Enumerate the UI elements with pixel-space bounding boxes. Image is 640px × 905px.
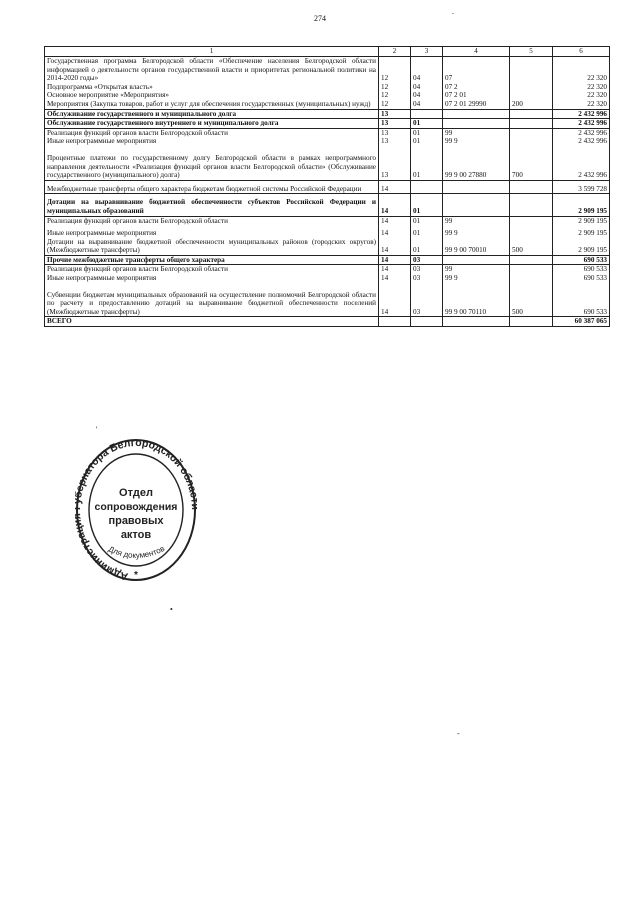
- table-row: [45, 317, 610, 327]
- row-expense-type-cell: 500: [510, 283, 553, 317]
- table-row: [45, 216, 610, 225]
- row-target-article-cell: [443, 255, 510, 265]
- table-row: [45, 91, 610, 100]
- row-target-article-cell: 99: [443, 265, 510, 274]
- row-subsection-cell: [411, 317, 443, 327]
- row-expense-type-cell: [510, 194, 553, 216]
- row-amount-cell: 690 533: [553, 283, 610, 317]
- row-section-cell: 13: [379, 128, 411, 137]
- row-target-article-cell: 07: [443, 57, 510, 83]
- row-subsection-cell: 01: [411, 128, 443, 137]
- row-amount-cell: 22 320: [553, 83, 610, 92]
- row-amount-cell: 2 432 996: [553, 119, 610, 129]
- row-name-cell: Реализация функций органов власти Белгородской области: [45, 128, 379, 137]
- row-expense-type-cell: [510, 265, 553, 274]
- page-number: 274: [314, 14, 326, 23]
- row-name-cell: Иные непрограммные мероприятия: [45, 274, 379, 283]
- table-row: [45, 119, 610, 129]
- row-subsection-cell: 01: [411, 119, 443, 129]
- row-name-cell: Прочие межбюджетные трансферты общего характера: [45, 255, 379, 265]
- row-target-article-cell: 99 9 00 70110: [443, 283, 510, 317]
- row-name-cell: Реализация функций органов власти Белгородской области: [45, 216, 379, 225]
- column-header: 4: [443, 47, 510, 57]
- mark-dot: •: [170, 605, 173, 614]
- mark-dot: ': [96, 425, 98, 434]
- row-subsection-cell: [411, 109, 443, 119]
- table-row: [45, 137, 610, 146]
- column-header: 5: [510, 47, 553, 57]
- row-expense-type-cell: [510, 180, 553, 194]
- table-row: [45, 128, 610, 137]
- row-target-article-cell: [443, 194, 510, 216]
- table-row: [45, 100, 610, 109]
- row-expense-type-cell: 200: [510, 100, 553, 109]
- row-subsection-cell: 03: [411, 274, 443, 283]
- row-expense-type-cell: 500: [510, 238, 553, 256]
- row-amount-cell: 60 387 065: [553, 317, 610, 327]
- row-expense-type-cell: [510, 83, 553, 92]
- row-section-cell: 13: [379, 109, 411, 119]
- row-name-cell: Субвенции бюджетам муниципальных образований на осуществление полномочий Белгородской области по расчету и предоставлению дотаций на выравнивание бюджетной обеспеченности поселений (Межбюджетные трансферты): [45, 283, 379, 317]
- row-amount-cell: 2 432 996: [553, 137, 610, 146]
- row-subsection-cell: 04: [411, 100, 443, 109]
- row-section-cell: 14: [379, 194, 411, 216]
- row-amount-cell: 22 320: [553, 100, 610, 109]
- row-subsection-cell: 03: [411, 265, 443, 274]
- row-subsection-cell: 04: [411, 83, 443, 92]
- row-section-cell: 12: [379, 57, 411, 83]
- stamp-ring-text: Администра рнатора Белгородской обл: [75, 436, 197, 583]
- row-section-cell: 14: [379, 265, 411, 274]
- row-subsection-cell: 01: [411, 194, 443, 216]
- row-name-cell: Дотации на выравнивание бюджетной обеспеченности субъектов Российской Федерации и муниципальных образований: [45, 194, 379, 216]
- row-expense-type-cell: [510, 317, 553, 327]
- row-subsection-cell: 01: [411, 216, 443, 225]
- row-amount-cell: 2 432 996: [553, 128, 610, 137]
- row-expense-type-cell: [510, 216, 553, 225]
- row-subsection-cell: 01: [411, 137, 443, 146]
- row-expense-type-cell: [510, 225, 553, 238]
- row-section-cell: 14: [379, 225, 411, 238]
- row-target-article-cell: 07 2 01: [443, 91, 510, 100]
- row-expense-type-cell: [510, 128, 553, 137]
- row-amount-cell: 690 533: [553, 255, 610, 265]
- stamp-center-line: правовых: [108, 515, 164, 527]
- row-section-cell: 12: [379, 100, 411, 109]
- row-amount-cell: 22 320: [553, 91, 610, 100]
- row-subsection-cell: 01: [411, 146, 443, 180]
- row-section-cell: 14: [379, 255, 411, 265]
- row-section-cell: 14: [379, 274, 411, 283]
- row-subsection-cell: 01: [411, 225, 443, 238]
- table-row: [45, 225, 610, 238]
- row-amount-cell: 22 320: [553, 57, 610, 83]
- row-expense-type-cell: [510, 109, 553, 119]
- row-target-article-cell: 99: [443, 128, 510, 137]
- table-row: [45, 274, 610, 283]
- table-row: [45, 255, 610, 265]
- row-name-cell: Иные непрограммные мероприятия: [45, 137, 379, 146]
- row-target-article-cell: [443, 119, 510, 129]
- row-expense-type-cell: [510, 255, 553, 265]
- row-section-cell: 14: [379, 216, 411, 225]
- row-amount-cell: 690 533: [553, 274, 610, 283]
- row-target-article-cell: 07 2 01 29990: [443, 100, 510, 109]
- table-row: [45, 109, 610, 119]
- row-name-cell: Государственная программа Белгородской области «Обеспечение населения Белгородской области информацией о деятельности органов государственной власти и приоритетах региональной политики на 2014-2020 годы»: [45, 57, 379, 83]
- row-expense-type-cell: [510, 57, 553, 83]
- row-expense-type-cell: 700: [510, 146, 553, 180]
- row-amount-cell: 3 599 728: [553, 180, 610, 194]
- stamp-center-line: актов: [120, 529, 152, 541]
- row-section-cell: 14: [379, 283, 411, 317]
- table-row: [45, 194, 610, 216]
- stamp-bottom-text: Для документов: [106, 543, 167, 561]
- row-expense-type-cell: [510, 119, 553, 129]
- row-expense-type-cell: [510, 137, 553, 146]
- svg-text:Для документов: [107, 544, 166, 560]
- office-stamp: [75, 436, 197, 586]
- row-amount-cell: 2 432 996: [553, 109, 610, 119]
- row-amount-cell: 2 909 195: [553, 216, 610, 225]
- table-row: [45, 83, 610, 92]
- stamp-center-line: Отдел: [119, 487, 153, 499]
- table-header-row: [45, 47, 610, 57]
- table-row: [45, 265, 610, 274]
- row-section-cell: 12: [379, 91, 411, 100]
- row-target-article-cell: 99: [443, 216, 510, 225]
- row-target-article-cell: 99 9 00 27880: [443, 146, 510, 180]
- table-row: [45, 283, 610, 317]
- row-target-article-cell: 99 9 00 70010: [443, 238, 510, 256]
- row-target-article-cell: 99 9: [443, 137, 510, 146]
- row-subsection-cell: 01: [411, 238, 443, 256]
- row-section-cell: 14: [379, 180, 411, 194]
- row-section-cell: 14: [379, 238, 411, 256]
- row-expense-type-cell: [510, 274, 553, 283]
- row-name-cell: Подпрограмма «Открытая власть»: [45, 83, 379, 92]
- row-name-cell: Реализация функций органов власти Белгородской области: [45, 265, 379, 274]
- budget-table: [44, 46, 610, 327]
- row-name-cell: ВСЕГО: [45, 317, 379, 327]
- row-target-article-cell: [443, 109, 510, 119]
- table-row: [45, 57, 610, 83]
- row-subsection-cell: 04: [411, 91, 443, 100]
- row-amount-cell: 2 909 195: [553, 225, 610, 238]
- stamp-seal: [75, 436, 197, 586]
- row-section-cell: 13: [379, 119, 411, 129]
- row-subsection-cell: [411, 180, 443, 194]
- row-subsection-cell: 04: [411, 57, 443, 83]
- stamp-star: *: [134, 570, 138, 581]
- row-target-article-cell: [443, 317, 510, 327]
- row-expense-type-cell: [510, 91, 553, 100]
- row-subsection-cell: 03: [411, 255, 443, 265]
- row-name-cell: Дотации на выравнивание бюджетной обеспеченности муниципальных районов (городских округов) (Межбюджетные трансферты): [45, 238, 379, 256]
- mark-dot: .: [452, 7, 454, 16]
- mark-dot: -: [457, 729, 460, 738]
- column-header: 2: [379, 47, 411, 57]
- table-row: [45, 180, 610, 194]
- stamp-center-line: сопровождения: [94, 501, 178, 513]
- row-section-cell: [379, 317, 411, 327]
- row-target-article-cell: 99 9: [443, 225, 510, 238]
- row-subsection-cell: 03: [411, 283, 443, 317]
- row-amount-cell: 690 533: [553, 265, 610, 274]
- column-header: 3: [411, 47, 443, 57]
- row-name-cell: Основное мероприятие «Мероприятия»: [45, 91, 379, 100]
- row-name-cell: Мероприятия (Закупка товаров, работ и услуг для обеспечения государственных (муниципальных) нужд): [45, 100, 379, 109]
- row-amount-cell: 2 909 195: [553, 194, 610, 216]
- row-name-cell: Иные непрограммные мероприятия: [45, 225, 379, 238]
- column-header: 6: [553, 47, 610, 57]
- column-header: 1: [45, 47, 379, 57]
- row-target-article-cell: 99 9: [443, 274, 510, 283]
- row-amount-cell: 2 432 996: [553, 146, 610, 180]
- row-section-cell: 13: [379, 146, 411, 180]
- table-row: [45, 238, 610, 256]
- row-target-article-cell: 07 2: [443, 83, 510, 92]
- row-section-cell: 13: [379, 137, 411, 146]
- row-target-article-cell: [443, 180, 510, 194]
- row-section-cell: 12: [379, 83, 411, 92]
- table-row: [45, 146, 610, 180]
- row-name-cell: Межбюджетные трансферты общего характера бюджетам бюджетной системы Российской Федерации: [45, 180, 379, 194]
- row-name-cell: Обслуживание государственного и муниципального долга: [45, 109, 379, 119]
- row-name-cell: Обслуживание государственного внутреннего и муниципального долга: [45, 119, 379, 129]
- row-name-cell: Процентные платежи по государственному долгу Белгородской области в рамках непрограммного направления деятельности «Реализация функций органов власти Белгородской области» (Обслуживание государственного (муниципального) долга): [45, 146, 379, 180]
- row-amount-cell: 2 909 195: [553, 238, 610, 256]
